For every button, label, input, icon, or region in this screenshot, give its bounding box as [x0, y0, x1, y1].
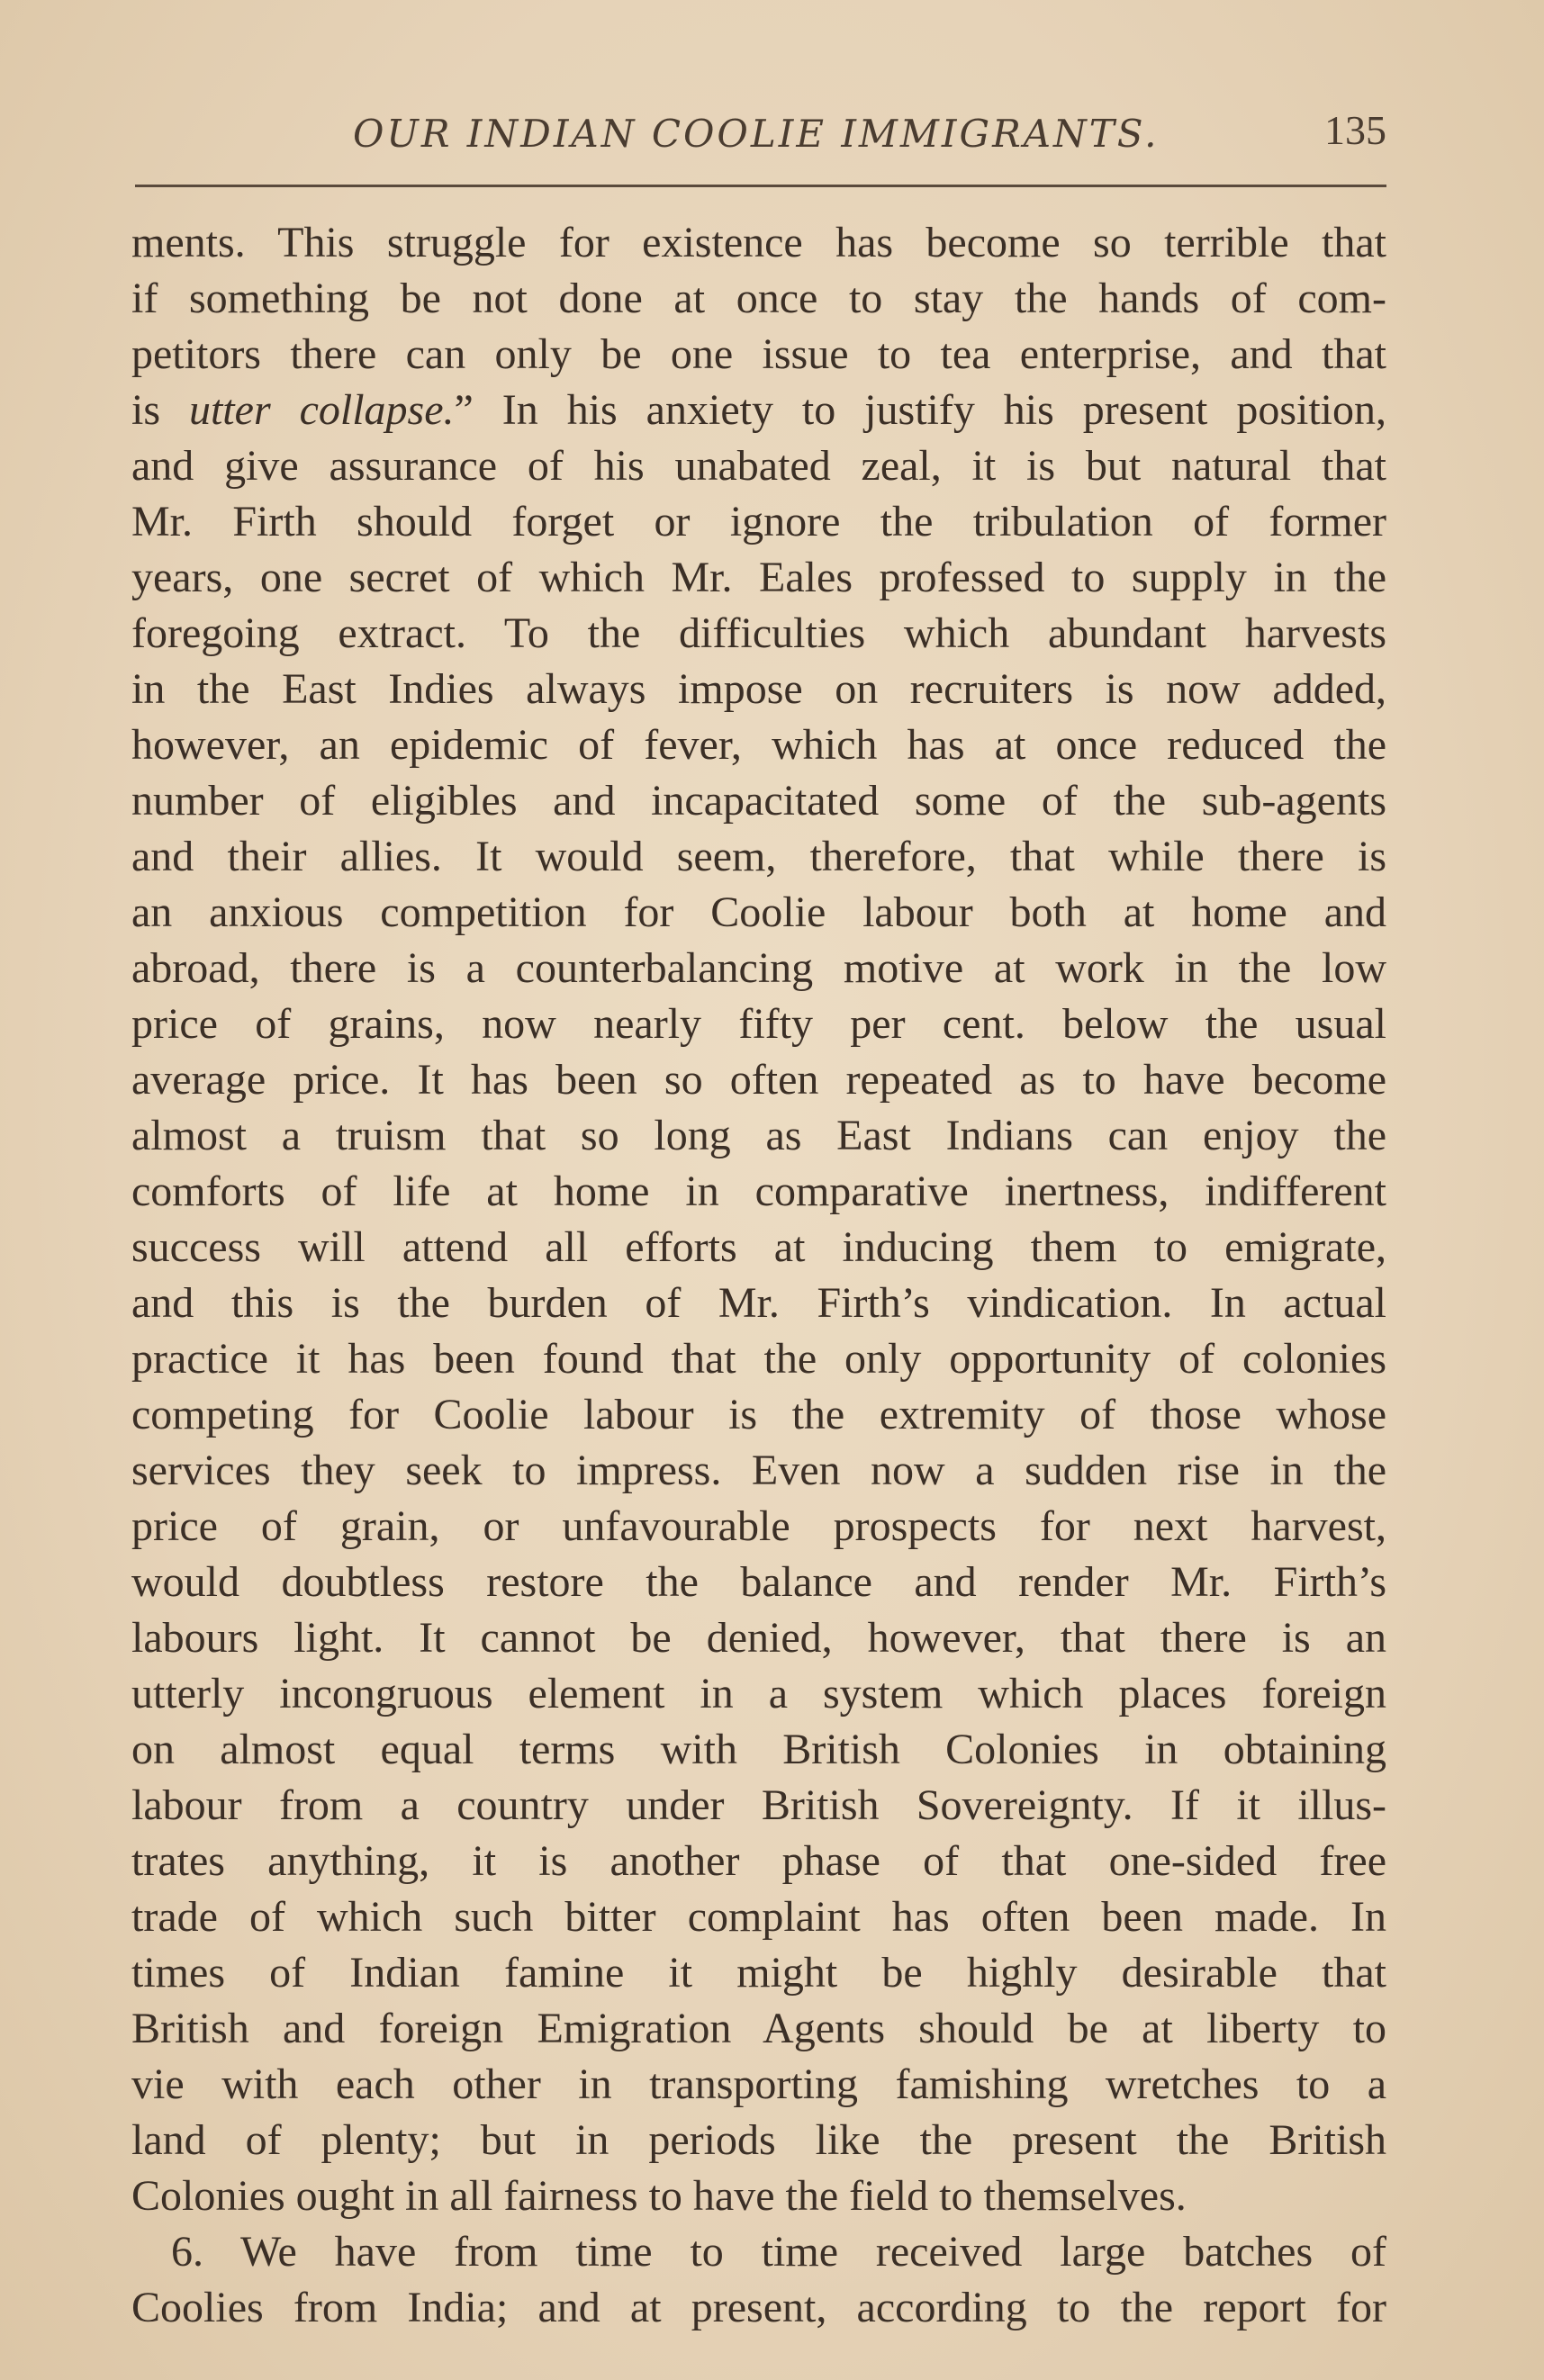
text-line: 6. We have from time to time received large batches of: [171, 2228, 1386, 2276]
text-line: price of grain, or unfavourable prospects for next harvest,: [131, 1502, 1386, 1550]
text-line: number of eligibles and incapacitated some of the sub-agents: [131, 777, 1386, 825]
text-line: practice it has been found that the only opportunity of colonies: [131, 1335, 1386, 1383]
text-line: an anxious competition for Coolie labour both at home and: [131, 888, 1386, 936]
text-line: success will attend all efforts at inducing them to emigrate,: [131, 1223, 1386, 1271]
text-line: on almost equal terms with British Colonies in obtaining: [131, 1726, 1386, 1773]
text-line: labours light. It cannot be denied, however, that there is an: [131, 1614, 1386, 1662]
text-line: however, an epidemic of fever, which has at once reduced the: [131, 721, 1386, 769]
text-line: Colonies ought in all fairness to have the field to themselves.: [131, 2172, 1187, 2220]
header-rule: [135, 185, 1386, 187]
text-line: is utter collapse.” In his anxiety to justify his present position,: [131, 386, 1386, 434]
text-line: in the East Indies always impose on recruiters is now added,: [131, 665, 1386, 713]
text-line: price of grains, now nearly fifty per cent. below the usual: [131, 1000, 1386, 1048]
text-line: trates anything, it is another phase of that one-sided free: [131, 1837, 1386, 1885]
text-line: would doubtless restore the balance and render Mr. Firth’s: [131, 1558, 1386, 1606]
text-line: and their allies. It would seem, therefore, that while there is: [131, 833, 1386, 880]
text-line: utterly incongruous element in a system which places foreign: [131, 1670, 1386, 1717]
text-line: vie with each other in transporting famishing wretches to a: [131, 2060, 1386, 2108]
text-line: competing for Coolie labour is the extremity of those whose: [131, 1391, 1386, 1438]
italic-phrase: utter collapse.: [188, 386, 455, 434]
text-line: British and foreign Emigration Agents should be at liberty to: [131, 2005, 1386, 2052]
text-line: abroad, there is a counterbalancing motive at work in the low: [131, 944, 1386, 992]
text-line: and this is the burden of Mr. Firth’s vindication. In actual: [131, 1279, 1386, 1327]
text-line: comforts of life at home in comparative inertness, indifferent: [131, 1167, 1386, 1215]
text-line: Coolies from India; and at present, according to the report for: [131, 2284, 1386, 2331]
text-line: and give assurance of his unabated zeal, it is but natural that: [131, 442, 1386, 490]
text-line: if something be not done at once to stay the hands of com-: [131, 275, 1386, 322]
text-line: trade of which such bitter complaint has often been made. In: [131, 1893, 1386, 1941]
text-line: average price. It has been so often repeated as to have become: [131, 1056, 1386, 1104]
running-title: OUR INDIAN COOLIE IMMIGRANTS.: [353, 112, 1160, 156]
text-line: labour from a country under British Sovereignty. If it illus-: [131, 1781, 1386, 1829]
text-line: land of plenty; but in periods like the present the British: [131, 2116, 1386, 2164]
body-text: [131, 215, 1386, 2336]
text-line: years, one secret of which Mr. Eales professed to supply in the: [131, 554, 1386, 601]
text-line: times of Indian famine it might be highly desirable that: [131, 1949, 1386, 1997]
text-line: petitors there can only be one issue to tea enterprise, and that: [131, 330, 1386, 378]
text-line: Mr. Firth should forget or ignore the tribulation of former: [131, 498, 1386, 545]
text-line: ments. This struggle for existence has become so terrible that: [131, 219, 1386, 266]
text-line: services they seek to impress. Even now a sudden rise in the: [131, 1447, 1386, 1494]
page-number: 135: [1324, 107, 1386, 153]
text-line: almost a truism that so long as East Indians can enjoy the: [131, 1112, 1386, 1159]
text-line: foregoing extract. To the difficulties which abundant harvests: [131, 609, 1386, 657]
running-head: [133, 106, 1386, 160]
